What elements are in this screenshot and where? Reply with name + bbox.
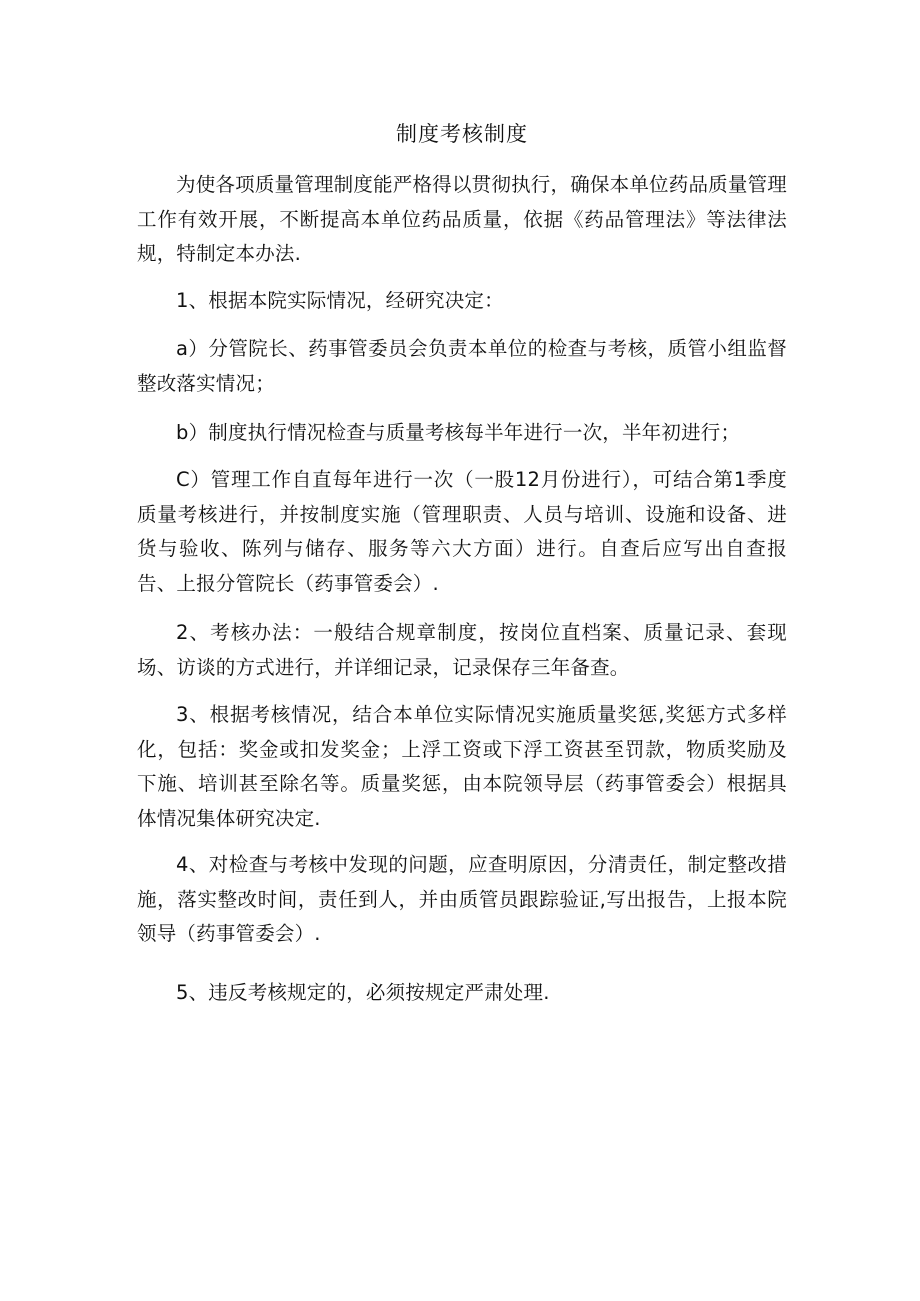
paragraph-item-1: 1、根据本院实际情况，经研究决定： bbox=[176, 289, 504, 312]
paragraph-item-b: b）制度执行情况检查与质量考核每半年进行一次，半年初进行； bbox=[176, 421, 741, 444]
paragraph-item-2: 2、考核办法：一般结合规章制度，按岗位直档案、质量记录、套现场、访谈的方式进行，并详细记录，记录保存三年备查。 bbox=[137, 621, 787, 679]
paragraph-item-4: 4、对检查与考核中发现的问题，应查明原因，分清责任，制定整改措施，落实整改时间，责任到人，并由质管员跟踪验证,写出报告，上报本院领导（药事管委会）. bbox=[137, 853, 787, 945]
document-title: 制度考核制度 bbox=[396, 122, 528, 146]
paragraph-item-3: 3、根据考核情况，结合本单位实际情况实施质量奖惩,奖惩方式多样化，包括：奖金或扣发奖金；上浮工资或下浮工资甚至罚款，物质奖励及下施、培训甚至除名等。质量奖惩，由本院领导层（药事管委会）根据具体情况集体研究决定. bbox=[137, 703, 787, 830]
paragraph-item-c: C）管理工作自直每年进行一次（一股12月份进行），可结合第1季度质量考核进行，并按制度实施（管理职责、人员与培训、设施和设备、进货与验收、陈列与储存、服务等六大方面）进行。自查后应写出自查报告、上报分管院长（药事管委会）. bbox=[137, 468, 787, 595]
paragraph-intro: 为使各项质量管理制度能严格得以贯彻执行，确保本单位药品质量管理工作有效开展，不断提高本单位药品质量，依据《药品管理法》等法律法规，特制定本办法. bbox=[137, 173, 787, 265]
paragraph-item-5: 5、违反考核规定的，必须按规定严肃处理. bbox=[176, 981, 550, 1004]
paragraph-item-a: a）分管院长、药事管委员会负责本单位的检查与考核，质管小组监督整改落实情况； bbox=[137, 337, 787, 395]
